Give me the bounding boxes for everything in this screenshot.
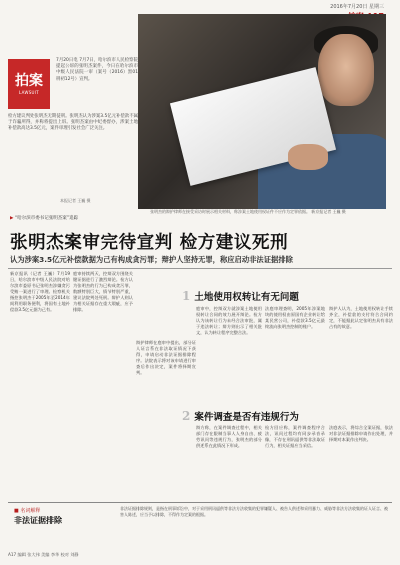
body-column-3: 辩护律师在庭审中提出，部分证人证言系在非法取证情况下获得，申请启动非法证据排除程序。法院表示将对该申请进行审查后作出决定，案件将择期宣判。	[136, 340, 196, 375]
photo-hand	[288, 144, 328, 170]
photo-caption: 张明杰的辩护律师在接受采访时展示相关材料，称涉案土地使用权证件不应作为定罪依据。 新京报记者 王巍 摄	[150, 209, 346, 214]
teaser-paragraph-1: 7月20日电 7月7日，哈尔滨市人民检察院提起公诉的张明杰案件，今日在哈尔滨市中级人民法院一审（案号（2016）黑01刑初12号）宣判。	[56, 58, 138, 82]
body-column-7: 辩方称，在案件调查过程中，相关部门存在限制当事人人身自由、疲劳讯问等违规行为，张明杰的部分供述系在此情况下形成。	[196, 425, 262, 448]
photo-face	[318, 34, 374, 106]
body-column-9: 法庭表示，将综合全案证据，依法对非法证据排除申请作出处理，并择期对本案作出判决。	[329, 425, 393, 442]
body-column-1: 新京报讯（记者 王巍）7月19日，哈尔滨市中级人民法院对哈尔滨市委原书记张明杰涉嫌贪污受贿一案进行了审理。检察机关指控张明杰于2005年至2014年间利用职务便利，将国有土地补偿款3.5亿元据为己有。	[10, 271, 70, 312]
teaser-paragraph-2: 检方建议判处张明杰无期徒刑。张明杰认为涉案3.5亿元补偿款不属于诈骗所得，并称将提出上诉。张明杰案由中纪委督办，涉案土地补偿款高达3.5亿元，案件审理引发社会广泛关注。	[8, 114, 138, 132]
section-heading-1	[182, 289, 299, 303]
subheadline: 认为涉案3.5亿元补偿款据为己有构成贪污罪；辩护人坚持无罪，称应启动非法证据排除	[10, 255, 293, 264]
body-column-8: 检方回应称，案件调查程序合法，讯问过程均有同步录音录像，不存在刑讯逼供等非法取证行为，相关证据应当采信。	[265, 425, 325, 448]
section-number-icon: 1	[182, 289, 191, 303]
section-number-icon: 2	[182, 409, 191, 423]
section-heading-2	[182, 409, 299, 423]
page-footer: A17 编辑 张大伟 美编 李华 校对 刘静	[8, 552, 79, 557]
section-title-2: 案件调查是否有违规行为	[194, 412, 299, 423]
column-logo-en: LAWSUIT	[19, 89, 39, 95]
section-title-1: 土地使用权转让有无问题	[194, 292, 299, 303]
body-column-5: 法庭审理查明，2005年涉案地块的使用权由原国有企业转让给某民营公司，补偿款3.5亿元最终流向张明杰控制的账户。	[265, 306, 325, 329]
teaser-block	[8, 14, 138, 204]
glossary-label: ■ 名词解释	[14, 508, 41, 514]
body-column-2: 庭审持续两天，控辩双方围绕关键证据进行了激烈辩论。检方认为张明杰的行为已构成贪污罪，数额特别巨大，情节特别严重，建议法院判处死刑。辩护人则认为相关证据存在重大瑕疵，应予排除。	[73, 271, 133, 312]
photo-credit: 本报记者 王巍 摄	[60, 198, 91, 203]
glossary-title: 非法证据排除	[14, 516, 62, 525]
body-column-6: 辩护人认为，土地使用权转让手续齐全，补偿款的支付符合合同约定，不能据此认定张明杰具有非法占有的故意。	[329, 306, 393, 329]
headline: 张明杰案审完待宣判 检方建议死刑	[10, 233, 289, 253]
glossary-box	[8, 502, 392, 544]
glossary-text: 非法证据排除规则，是指在刑事诉讼中，对于采用刑讯逼供等非法方法收集的犯罪嫌疑人、被告人供述和采用暴力、威胁等非法方法收集的证人证言、被害人陈述，应当予以排除，不得作为定案的根据。	[120, 506, 388, 517]
column-logo-text: 拍案	[15, 72, 43, 89]
triangle-icon: ▶	[10, 216, 14, 221]
kicker	[10, 215, 78, 221]
body-column-4: 庭审中，控辩双方就涉案土地使用权转让合同的效力展开辩论。检方认为该转让行为未经合法审批，属于违法转让；辩方则出示了相关批文，认为转让程序完整合法。	[196, 306, 262, 335]
column-logo	[8, 59, 50, 109]
divider	[8, 268, 392, 269]
news-photo	[138, 14, 386, 209]
kicker-text: “哈尔滨市委书记张明杰案”追踪	[14, 216, 79, 221]
issue-date: 2016年7月20日 星期三	[330, 4, 384, 10]
